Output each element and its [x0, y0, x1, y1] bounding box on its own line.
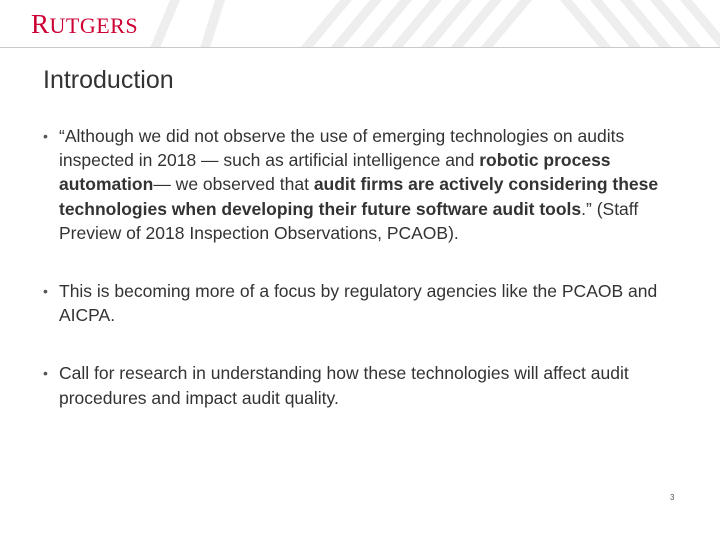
rutgers-logo: RUTGERS [31, 9, 139, 39]
header-band [0, 0, 720, 48]
quote-text-2: — we observed that [153, 174, 314, 195]
bullet-regulatory-focus: • This is becoming more of a focus by regulatory agencies like the PCAOB and AICPA. [43, 279, 683, 327]
bullet-list [43, 124, 683, 410]
quote-bold-2: audit firms are actively considering these technologies when developing their future software audit tools [59, 174, 659, 219]
header-divider [0, 47, 720, 48]
slide-title: Introduction [43, 66, 174, 94]
quote-bold-1: robotic process automation [59, 150, 611, 195]
quote-text-1: “Although we did not observe the use of emerging technologies on audits inspected in 2018 — such as artificial intelligence and [59, 126, 625, 171]
bullet-research-call: • Call for research in understanding how these technologies will affect audit procedures and impact audit quality. [43, 361, 683, 409]
page-number: 3 [670, 493, 675, 502]
quote-text-3: .” (Staff Preview of 2018 Inspection Observations, PCAOB). [59, 198, 639, 243]
bullet-quote [43, 124, 683, 245]
